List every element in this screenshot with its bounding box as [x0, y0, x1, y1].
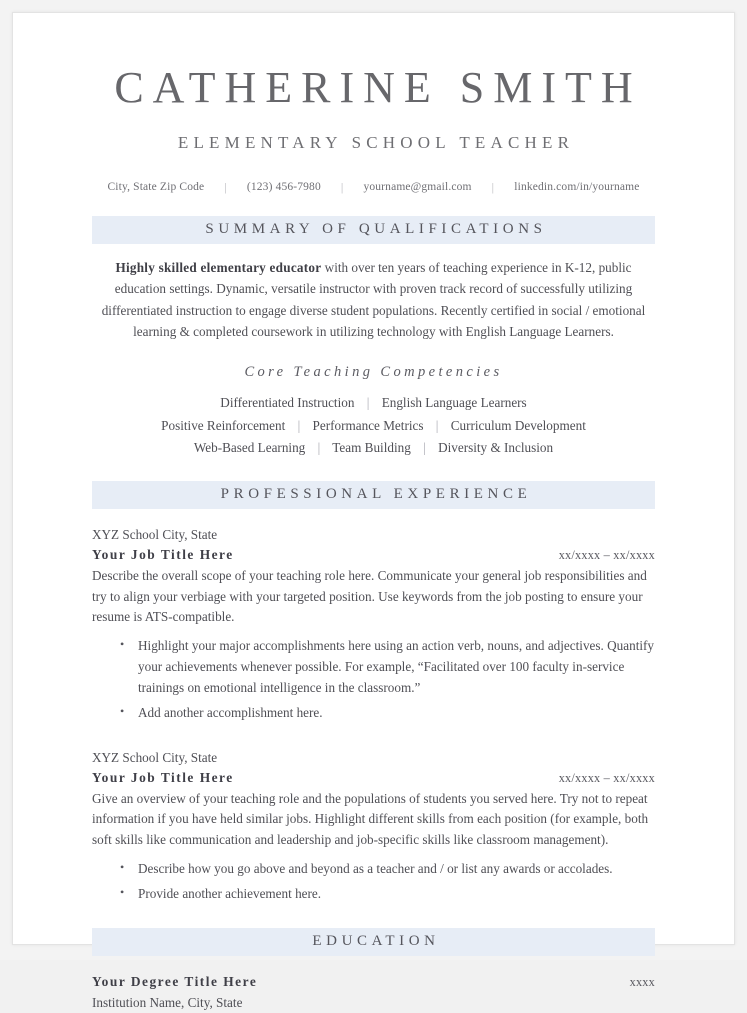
summary-paragraph-text: with over ten years of teaching experience in K-12, public education settings. Dynamic, versatile instructor with proven track record of successfully utilizing differentiated instruction to engage diverse student populations. Recently certified in social / emotional learning & completed coursework in utilizing technology with English Language Learners.	[101, 259, 646, 340]
competency-row	[92, 392, 655, 414]
contact-item-linkedin[interactable]: linkedin.com/in/yourname	[514, 181, 640, 194]
competency-item: Curriculum Development	[450, 417, 586, 433]
competency-item: Team Building	[332, 439, 411, 455]
experience-entry	[92, 525, 655, 724]
competency-item: Differentiated Instruction	[220, 395, 355, 411]
experience-bullet: • Describe how you go above and beyond as a teacher and / or list any awards or accolades.	[138, 859, 655, 880]
experience-job-title: Your Job Title Here	[92, 546, 234, 562]
experience-section	[13, 481, 734, 509]
contact-item-email[interactable]: yourname@gmail.com	[363, 181, 472, 194]
experience-job-title: Your Job Title Here	[92, 769, 234, 785]
education-body	[92, 972, 655, 1013]
summary-section	[13, 216, 734, 244]
experience-title-row	[92, 545, 655, 565]
contact-item-phone: (123) 456-7980	[246, 181, 321, 194]
competencies-subheading: Core Teaching Competencies	[244, 364, 503, 381]
experience-description: Give an overview of your teaching role and the populations of students you served here. Try not to repeat information if you have held similar jobs. Highlight different skills from each position (for example, both soft skills like communication and leadership and job-specific skills like classroom management).	[92, 790, 649, 848]
candidate-name: CATHERINE SMITH	[114, 63, 642, 112]
competency-separator: |	[423, 439, 426, 455]
experience-bullet-list	[92, 859, 655, 905]
section-heading-experience: PROFESSIONAL EXPERIENCE	[92, 481, 655, 509]
candidate-headline: ELEMENTARY SCHOOL TEACHER	[177, 133, 575, 153]
experience-company: XYZ School City, State	[92, 749, 218, 765]
contact-separator: |	[491, 180, 495, 195]
summary-body	[92, 257, 655, 459]
section-heading-summary: SUMMARY OF QUALIFICATIONS	[92, 216, 655, 244]
competency-item: Performance Metrics	[312, 417, 424, 433]
education-year: xxxx	[629, 974, 655, 989]
contact-separator: |	[224, 180, 227, 195]
resume-page	[12, 12, 735, 1010]
education-degree-row	[92, 972, 655, 992]
competency-item: Diversity & Inclusion	[438, 439, 554, 455]
summary-lead-in: Highly skilled elementary educator	[115, 259, 322, 275]
experience-bullet: • Highlight your major accomplishments here using an action verb, nouns, and adjectives. Quantify your achievements whenever possible. For example, “Facilitated over 100 faculty in-service trainings on emotional intelligence in the classroom.”	[138, 636, 655, 699]
competency-row	[92, 437, 655, 459]
education-institution: Institution Name, City, State	[92, 994, 243, 1010]
competency-separator: |	[435, 417, 439, 433]
experience-bullet: • Add another accomplishment here.	[138, 703, 655, 724]
education-degree-title: Your Degree Title Here	[92, 973, 258, 989]
competencies-list	[92, 392, 655, 459]
experience-company: XYZ School City, State	[92, 526, 218, 542]
section-heading-education: EDUCATION	[92, 928, 655, 956]
competency-item: Positive Reinforcement	[161, 417, 286, 433]
contact-item-location: City, State Zip Code	[107, 181, 205, 194]
experience-description: Describe the overall scope of your teaching role here. Communicate your general job responsibilities and try to align your verbiage with your targeted position. Use keywords from the job posting to ensure your resume is ATS-compatible.	[92, 567, 647, 625]
experience-body	[92, 525, 655, 905]
competency-separator: |	[317, 439, 321, 455]
contact-separator: |	[340, 180, 344, 195]
competency-row	[92, 415, 655, 437]
education-entry	[92, 972, 655, 1013]
experience-title-row	[92, 768, 655, 788]
summary-paragraph	[92, 257, 655, 343]
contact-line	[13, 179, 734, 194]
education-section	[13, 928, 734, 956]
resume-content	[13, 13, 734, 1013]
experience-bullet-list	[92, 636, 655, 723]
experience-entry	[92, 748, 655, 905]
competency-separator: |	[366, 395, 370, 411]
competency-separator: |	[297, 417, 301, 433]
competency-item: English Language Learners	[381, 395, 527, 411]
experience-dates: xx/xxxx – xx/xxxx	[558, 770, 655, 785]
experience-dates: xx/xxxx – xx/xxxx	[558, 547, 655, 562]
experience-bullet: • Provide another achievement here.	[138, 884, 655, 905]
competency-item: Web-Based Learning	[193, 439, 306, 455]
